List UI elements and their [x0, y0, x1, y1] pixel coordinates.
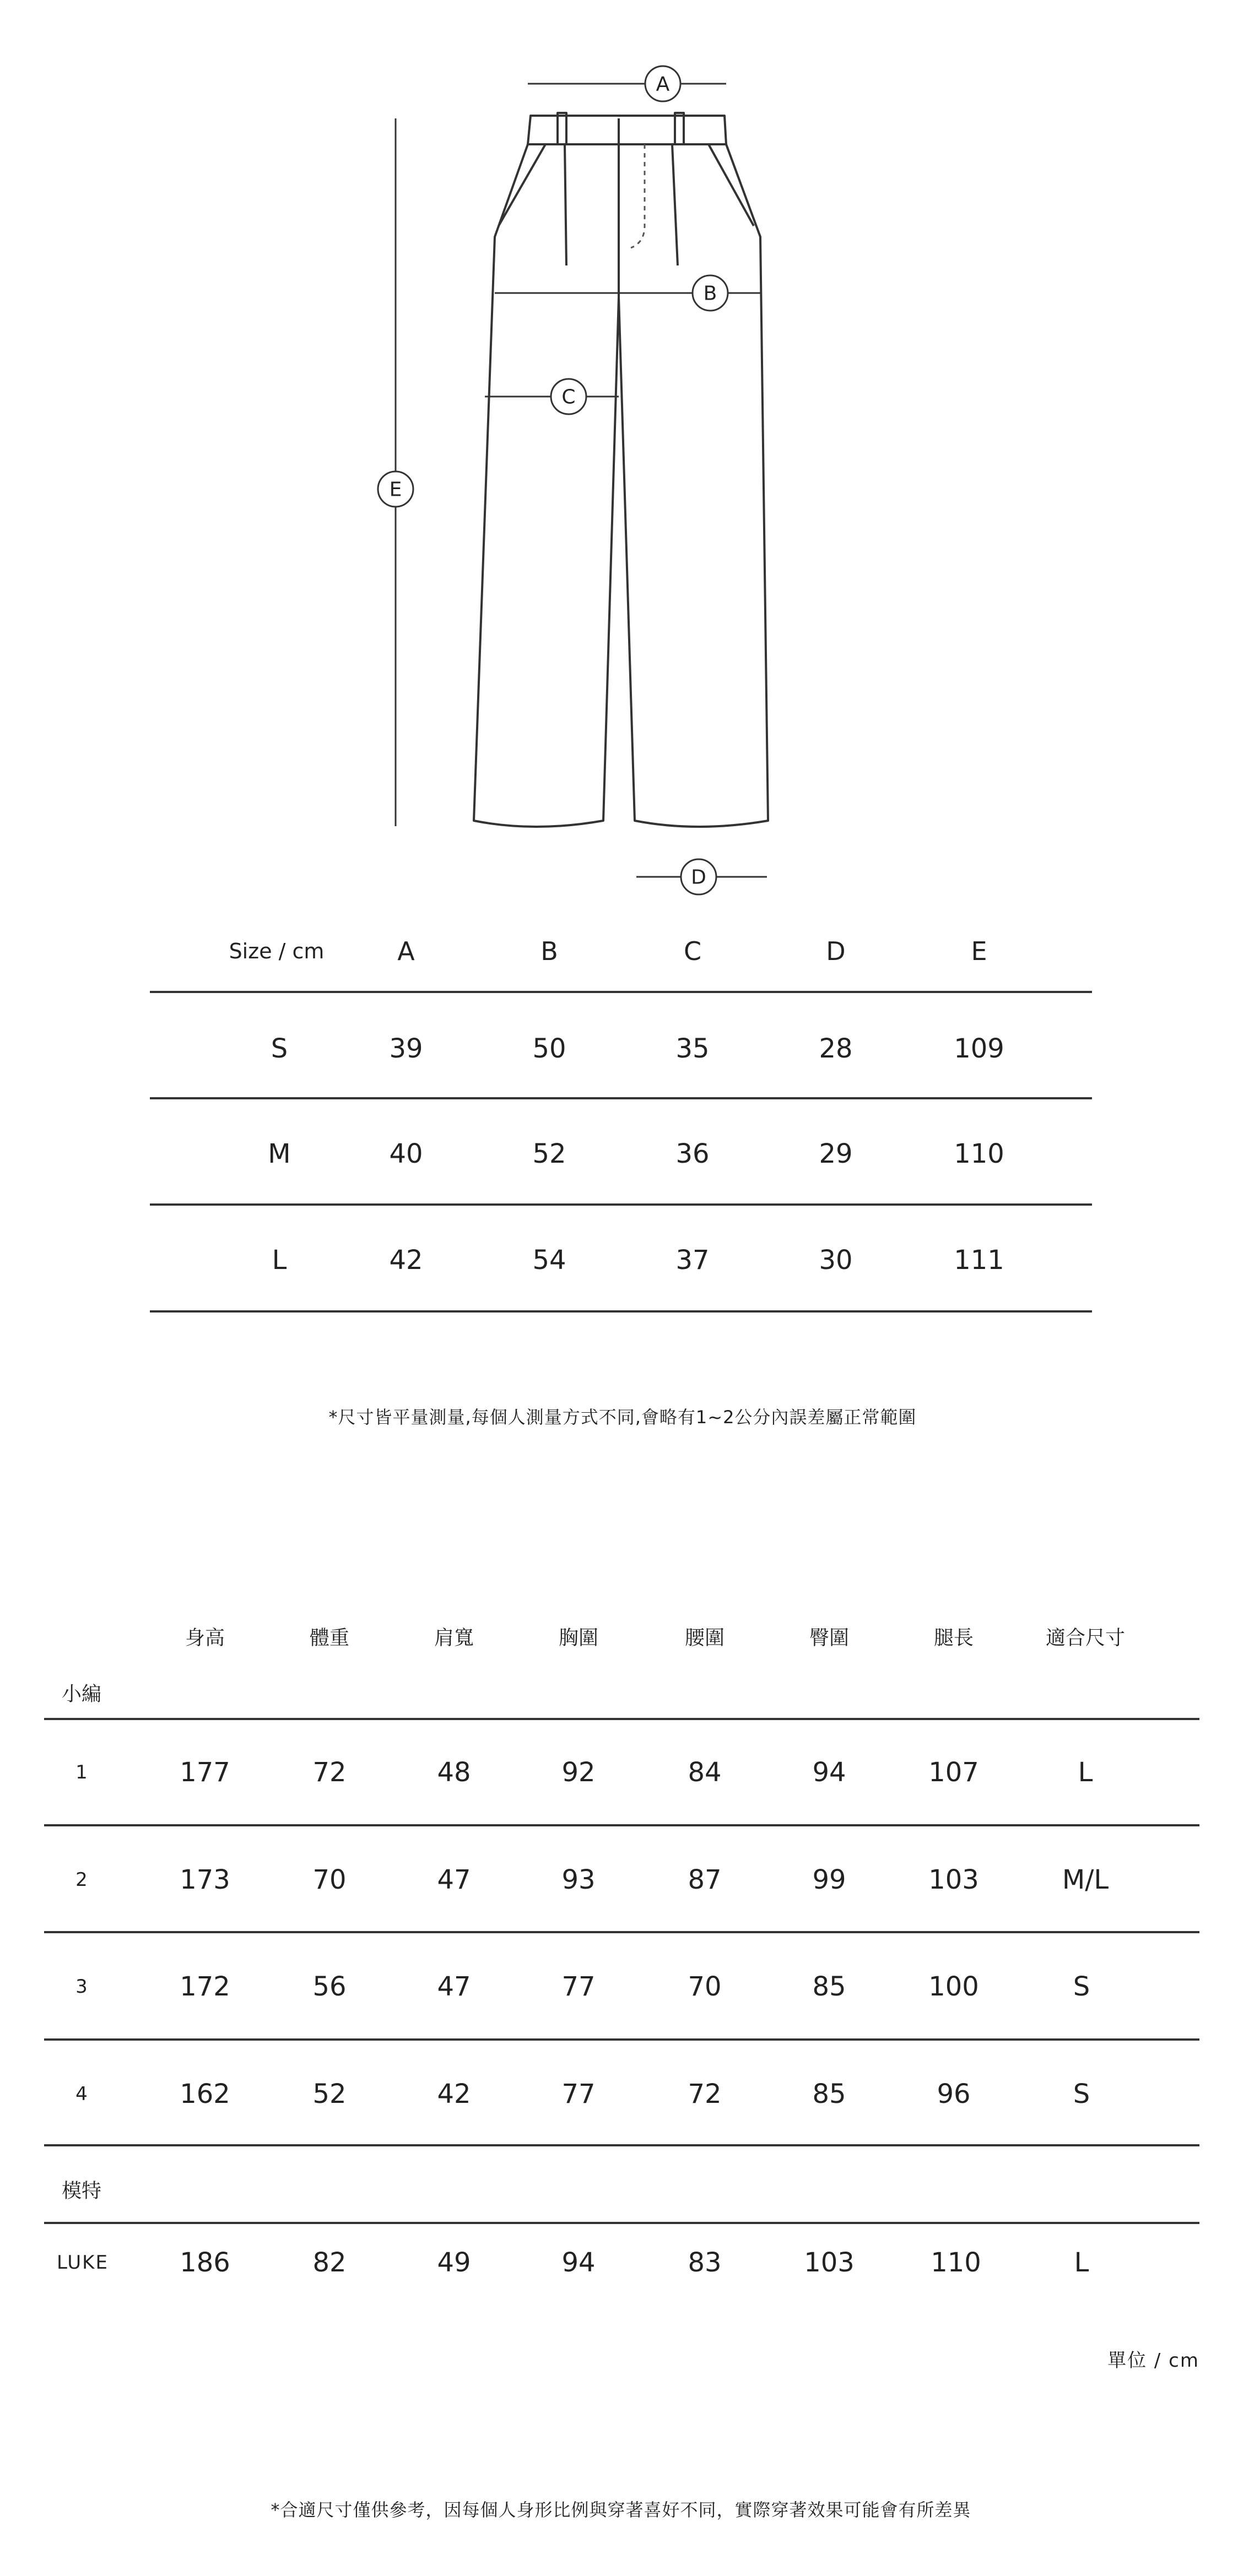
model-cell: 77: [561, 2079, 596, 2109]
model-row-id: 2: [75, 1869, 88, 1891]
unit-note: 單位 / cm: [1107, 2350, 1199, 2372]
model-col-waist: 腰圍: [684, 1626, 725, 1650]
belt-loop-left: [558, 113, 566, 144]
label-a: A: [656, 73, 670, 96]
model-cell: 93: [561, 1864, 596, 1895]
model-cell: 84: [688, 1757, 722, 1788]
model-cell: 83: [688, 2247, 722, 2278]
model-row-id: 1: [75, 1761, 88, 1783]
model-cell: 92: [561, 1757, 596, 1788]
model-cell: 77: [561, 1971, 596, 2002]
size-col-a: A: [397, 936, 415, 966]
model-cell: 173: [180, 1864, 230, 1895]
model-col-height: 身高: [185, 1626, 225, 1650]
size-cell: 111: [954, 1245, 1004, 1276]
size-cell: 37: [675, 1245, 710, 1276]
model-cell: L: [1078, 1757, 1093, 1788]
model-cell: 52: [312, 2079, 347, 2109]
model-cell: 177: [180, 1757, 230, 1788]
model-cell: 172: [180, 1971, 230, 2002]
model-cell: 47: [437, 1971, 471, 2002]
model-cell: 186: [180, 2247, 230, 2278]
model-col-fit-size: 適合尺寸: [1045, 1626, 1126, 1650]
fly-stitch: [631, 144, 645, 248]
size-cell: 35: [675, 1033, 710, 1064]
size-table-rule: [150, 991, 1092, 993]
size-cell: 30: [819, 1245, 853, 1276]
group-label-models: 模特: [62, 2179, 102, 2203]
group-label-editors: 小編: [62, 1683, 102, 1706]
pleat-left: [565, 144, 566, 265]
label-d: D: [691, 866, 706, 889]
size-col-d: D: [826, 936, 846, 966]
size-cell: 29: [819, 1138, 853, 1169]
model-cell: 70: [312, 1864, 347, 1895]
size-table-corner: Size / cm: [229, 939, 325, 963]
size-cell: 54: [532, 1245, 566, 1276]
model-cell: 82: [312, 2247, 347, 2278]
model-cell: 85: [812, 1971, 846, 2002]
model-cell: 110: [931, 2247, 981, 2278]
model-row-id: 4: [75, 2083, 88, 2105]
fit-disclaimer: *合適尺寸僅供參考，因每個人身形比例與穿著喜好不同，實際穿著效果可能會有所差異: [271, 2499, 971, 2520]
model-cell: 162: [180, 2079, 230, 2109]
size-row-label: L: [272, 1245, 287, 1276]
model-cell: 87: [688, 1864, 722, 1895]
model-cell: L: [1074, 2247, 1089, 2278]
model-cell: 47: [437, 1864, 471, 1895]
model-cell: 72: [688, 2079, 722, 2109]
pleat-right: [672, 144, 678, 265]
size-table-rule: [150, 1097, 1092, 1099]
size-col-e: E: [971, 936, 987, 966]
model-cell: 96: [937, 2079, 971, 2109]
model-cell: 103: [928, 1864, 979, 1895]
model-table-rule: [44, 1718, 1199, 1720]
model-col-hip: 臀圍: [809, 1626, 850, 1650]
pants-diagram: [0, 0, 1238, 909]
model-col-chest: 胸圍: [558, 1626, 599, 1650]
size-cell: 36: [675, 1138, 710, 1169]
size-cell: 40: [389, 1138, 423, 1169]
size-cell: 42: [389, 1245, 423, 1276]
size-row-label: M: [268, 1138, 291, 1169]
size-table-rule: [150, 1310, 1092, 1313]
model-table-rule: [44, 2222, 1199, 2224]
size-col-b: B: [540, 936, 558, 966]
model-cell: 72: [312, 1757, 347, 1788]
size-cell: 52: [532, 1138, 566, 1169]
model-row-id: LUKE: [57, 2252, 109, 2274]
model-cell: S: [1073, 1971, 1090, 2002]
model-cell: 94: [561, 2247, 596, 2278]
model-table-rule: [44, 2038, 1199, 2041]
model-cell: 99: [812, 1864, 846, 1895]
model-col-shoulder: 肩寬: [434, 1626, 474, 1650]
size-cell: 39: [389, 1033, 423, 1064]
model-cell: 100: [928, 1971, 979, 2002]
model-table-rule: [44, 2144, 1199, 2146]
model-cell: 85: [812, 2079, 846, 2109]
model-cell: 94: [812, 1757, 846, 1788]
pocket-left: [499, 144, 545, 226]
model-cell: S: [1073, 2079, 1090, 2109]
model-col-weight: 體重: [309, 1626, 350, 1650]
size-cell: 50: [532, 1033, 566, 1064]
size-table-rule: [150, 1203, 1092, 1206]
size-cell: 109: [954, 1033, 1004, 1064]
model-cell: M/L: [1062, 1864, 1109, 1895]
model-cell: 42: [437, 2079, 471, 2109]
model-cell: 49: [437, 2247, 471, 2278]
size-row-label: S: [271, 1033, 288, 1064]
size-cell: 28: [819, 1033, 853, 1064]
model-row-id: 3: [75, 1976, 88, 1998]
pants-outline: [474, 144, 768, 827]
model-cell: 56: [312, 1971, 347, 2002]
model-cell: 107: [928, 1757, 979, 1788]
model-table-rule: [44, 1824, 1199, 1826]
model-table-rule: [44, 1931, 1199, 1933]
size-col-c: C: [683, 936, 702, 966]
belt-loop-right: [675, 113, 684, 144]
label-c: C: [561, 386, 576, 409]
model-cell: 70: [688, 1971, 722, 2002]
label-b: B: [703, 282, 717, 305]
model-cell: 48: [437, 1757, 471, 1788]
label-e: E: [389, 478, 402, 501]
model-col-leg: 腿長: [933, 1626, 974, 1650]
model-cell: 103: [804, 2247, 855, 2278]
measurement-note: *尺寸皆平量測量,每個人測量方式不同,會略有1~2公分內誤差屬正常範圍: [328, 1407, 917, 1428]
size-cell: 110: [954, 1138, 1004, 1169]
